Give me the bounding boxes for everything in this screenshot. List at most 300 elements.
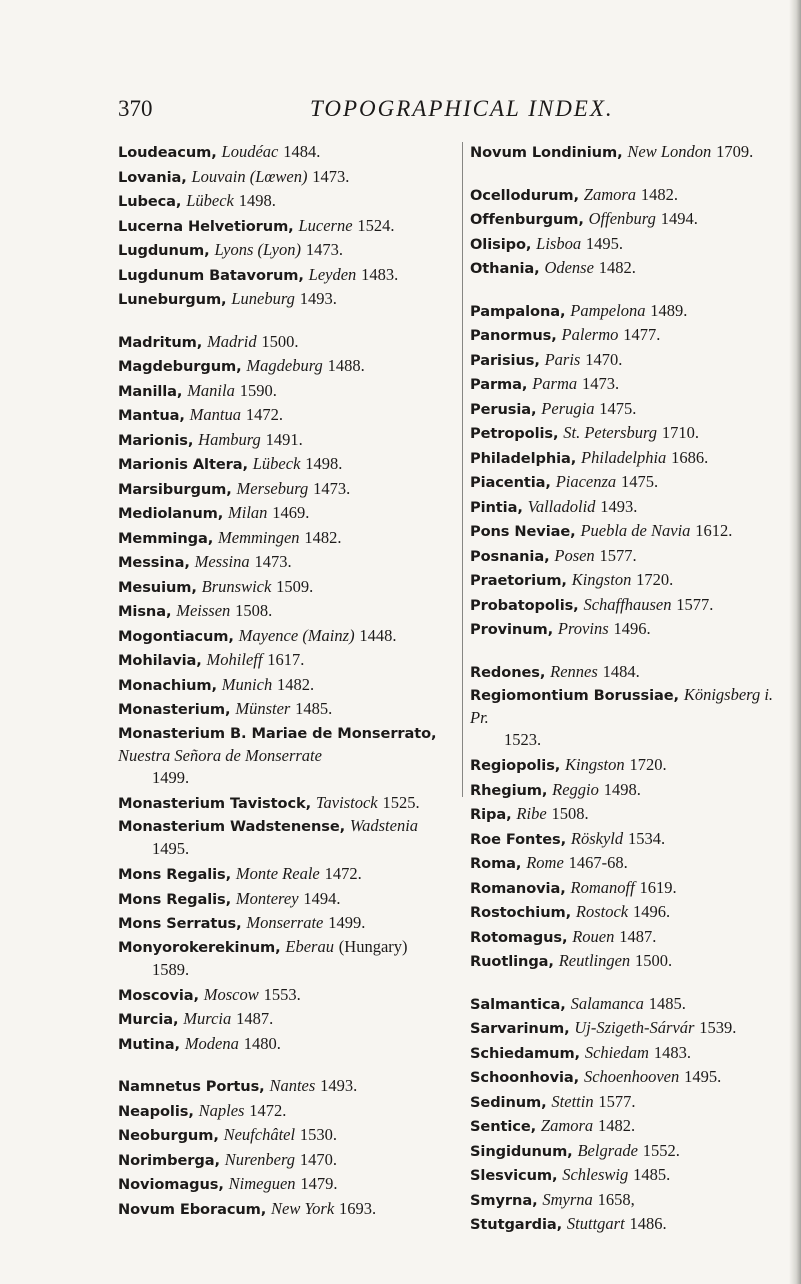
latin-name: Perusia,	[470, 400, 537, 418]
index-entry	[118, 263, 448, 288]
modern-name: Messina	[194, 552, 250, 571]
modern-name: Nuestra Señora de Monserrate	[118, 745, 322, 765]
year: 1509.	[276, 576, 314, 596]
latin-name: Offenburgum,	[470, 211, 584, 228]
latin-name: Marionis,	[118, 431, 194, 449]
page-edge-shadow	[789, 0, 801, 1284]
latin-name: Lubeca,	[118, 193, 182, 210]
modern-name: St. Petersburg	[563, 423, 658, 442]
latin-name: Romanovia,	[470, 879, 566, 897]
year: 1448.	[359, 625, 397, 645]
index-entry	[470, 348, 788, 373]
latin-name: Namnetus Portus,	[118, 1078, 265, 1095]
year: 1494.	[303, 888, 341, 908]
index-entry	[118, 330, 448, 355]
modern-name: Nurenberg	[224, 1149, 296, 1169]
modern-name: Lübeck	[186, 191, 234, 210]
modern-name: New York	[271, 1198, 335, 1218]
modern-name: Zamora	[540, 1116, 594, 1135]
modern-name: Schoenhooven	[583, 1067, 680, 1086]
modern-name: Monterey	[235, 888, 299, 908]
latin-name: Ocellodurum,	[470, 186, 579, 204]
modern-name: Schaffhausen	[583, 594, 672, 614]
latin-name: Lugdunum Batavorum,	[118, 266, 304, 284]
modern-name: Luneburg	[231, 289, 295, 308]
running-title: TOPOGRAPHICAL INDEX.	[310, 96, 614, 121]
modern-name: Mantua	[189, 405, 241, 424]
latin-name: Ruotlinga,	[470, 953, 554, 970]
modern-name: Parma	[532, 374, 578, 393]
year: 1508.	[235, 601, 273, 620]
year: 1612.	[695, 521, 733, 540]
index-entry	[118, 214, 448, 239]
modern-name: Kingston	[565, 755, 625, 774]
latin-name: Regiomontium Borussiae,	[470, 687, 679, 704]
index-entry	[470, 827, 788, 852]
year: 1473.	[312, 166, 350, 186]
index-entry	[470, 925, 788, 950]
year: 1619.	[639, 877, 677, 897]
group-spacer	[470, 642, 788, 660]
modern-name: Manila	[187, 380, 235, 400]
year: 1482.	[304, 527, 342, 547]
index-entry	[470, 568, 788, 593]
page-number: 370	[118, 96, 153, 121]
index-entry	[470, 876, 788, 901]
modern-name: Memmingen	[218, 527, 300, 547]
modern-name: Wadstenia	[349, 816, 419, 835]
year: 1491.	[265, 429, 303, 449]
index-entry	[470, 992, 788, 1017]
year: 1479.	[300, 1174, 338, 1193]
index-entry	[118, 791, 448, 816]
latin-name: Roma,	[470, 855, 522, 872]
index-entry	[470, 207, 788, 232]
modern-name: Odense	[544, 258, 594, 277]
modern-name: Eberau	[285, 936, 334, 956]
group-spacer	[470, 281, 788, 299]
index-group	[470, 183, 788, 281]
modern-name: Offenburg	[588, 209, 656, 228]
year: 1488.	[327, 356, 365, 375]
year: 1484.	[283, 142, 321, 161]
modern-name: Philadelphia	[581, 447, 667, 467]
modern-name: Merseburg	[236, 478, 309, 498]
latin-name: Sentice,	[470, 1118, 537, 1135]
latin-name: Murcia,	[118, 1011, 179, 1028]
index-entry	[470, 900, 788, 925]
year: 1539.	[699, 1018, 737, 1037]
year: 1499.	[328, 913, 366, 932]
index-entry	[470, 544, 788, 569]
year: 1590.	[239, 380, 277, 400]
year: 1480.	[243, 1033, 281, 1053]
modern-name: Königsberg i. Pr.	[470, 685, 774, 727]
modern-name: Stuttgart	[566, 1214, 625, 1233]
year: 1482.	[598, 258, 636, 277]
modern-name: Rome	[526, 853, 564, 872]
index-entry	[470, 753, 788, 778]
modern-name: Stettin	[551, 1091, 594, 1111]
region-note: (Hungary)	[338, 936, 408, 956]
year: 1530.	[299, 1125, 338, 1144]
latin-name: Piacentia,	[470, 474, 551, 491]
index-entry	[118, 1172, 448, 1197]
year: 1482.	[277, 674, 315, 694]
modern-name: Reutlingen	[558, 951, 631, 970]
latin-name: Mutina,	[118, 1035, 180, 1053]
modern-name: Röskyld	[570, 828, 624, 848]
year: 1472.	[324, 864, 362, 883]
year: 1500.	[261, 331, 299, 351]
year: 1496.	[613, 619, 651, 638]
modern-name: Zamora	[583, 184, 637, 204]
modern-name: Piacenza	[555, 472, 617, 491]
year: 1487.	[236, 1009, 274, 1028]
modern-name: Louvain (Lœwen)	[191, 166, 308, 186]
modern-name: Puebla de Navia	[580, 521, 691, 540]
year: 1553.	[263, 984, 301, 1004]
latin-name: Praetorium,	[470, 572, 567, 589]
index-entry	[470, 660, 788, 685]
latin-name: Pons Neviae,	[470, 523, 576, 540]
year: 1495.	[585, 233, 624, 253]
year: 1496.	[632, 902, 671, 921]
year: 1483.	[361, 264, 399, 284]
year: 1499.	[152, 767, 190, 787]
latin-name: Neoburgum,	[118, 1127, 219, 1144]
modern-name: Lisboa	[536, 233, 582, 253]
year: 1525.	[382, 792, 420, 812]
index-entry	[118, 599, 448, 624]
modern-name: Monte Reale	[235, 864, 320, 883]
modern-name: Hamburg	[198, 429, 261, 449]
year: 1577.	[676, 594, 714, 614]
year: 1658,	[597, 1189, 635, 1209]
year: 1500.	[635, 951, 673, 970]
index-entry	[118, 697, 448, 722]
latin-name: Rotomagus,	[470, 928, 568, 946]
index-group	[118, 330, 448, 1057]
index-entry	[470, 232, 788, 257]
index-entry	[118, 379, 448, 404]
year: 1485.	[633, 1165, 671, 1184]
index-entry	[470, 617, 788, 642]
modern-name: Murcia	[183, 1009, 232, 1028]
modern-name: Uj-Szigeth-Sárvár	[574, 1018, 695, 1037]
latin-name: Novum Eboracum,	[118, 1200, 267, 1218]
year: 1470.	[585, 349, 623, 369]
latin-name: Singidunum,	[470, 1142, 573, 1160]
latin-name: Manilla,	[118, 382, 183, 400]
modern-name: Munich	[221, 674, 273, 694]
index-entry	[118, 983, 448, 1008]
index-entry	[470, 1090, 788, 1115]
modern-name: Schleswig	[562, 1165, 629, 1184]
modern-name: New London	[627, 142, 712, 161]
year: 1493.	[600, 496, 638, 516]
modern-name: Loudéac	[221, 142, 279, 161]
index-entry	[118, 911, 448, 936]
latin-name: Memminga,	[118, 529, 214, 547]
modern-name: Brunswick	[201, 576, 272, 596]
page-header	[118, 96, 718, 126]
latin-name: Neapolis,	[118, 1102, 194, 1120]
latin-name: Pampalona,	[470, 302, 566, 320]
year: 1534.	[627, 828, 666, 848]
latin-name: Marsiburgum,	[118, 480, 232, 498]
index-entry	[470, 778, 788, 803]
latin-name: Mantua,	[118, 407, 185, 424]
year: 1482.	[640, 184, 679, 204]
modern-name: Palermo	[561, 325, 619, 344]
modern-name: Nantes	[269, 1076, 316, 1095]
modern-name: Tavistock	[315, 792, 378, 812]
latin-name: Norimberga,	[118, 1151, 220, 1169]
latin-name: Lovania,	[118, 168, 187, 186]
year: 1523.	[504, 730, 542, 749]
modern-name: Schiedam	[584, 1042, 649, 1062]
latin-name: Parma,	[470, 376, 528, 393]
year: 1709.	[716, 142, 754, 161]
latin-name: Mons Regalis,	[118, 890, 232, 908]
modern-name: Valladolid	[527, 496, 596, 516]
latin-name: Panormus,	[470, 327, 557, 344]
latin-name: Provinum,	[470, 621, 554, 638]
index-group	[470, 992, 788, 1237]
latin-name: Novum Londinium,	[470, 144, 623, 161]
latin-name: Monachium,	[118, 676, 217, 694]
modern-name: Moscow	[203, 984, 259, 1004]
index-entry	[118, 624, 448, 649]
index-entry	[470, 1065, 788, 1090]
modern-name: Kingston	[571, 570, 632, 589]
modern-name: Smyrna	[542, 1189, 593, 1209]
latin-name: Rhegium,	[470, 781, 548, 799]
index-entry	[470, 183, 788, 208]
modern-name: Salamanca	[570, 993, 644, 1013]
index-entry	[470, 397, 788, 422]
modern-name: Rennes	[550, 661, 598, 681]
modern-name: Leyden	[308, 264, 357, 284]
index-entry	[118, 673, 448, 698]
index-entry	[118, 501, 448, 526]
latin-name: Mesuium,	[118, 578, 197, 596]
latin-name: Luneburgum,	[118, 291, 227, 308]
index-group	[470, 140, 788, 165]
index-entry	[470, 495, 788, 520]
year: 1693.	[339, 1198, 377, 1218]
index-entry	[470, 256, 788, 281]
year: 1589.	[152, 959, 190, 979]
latin-name: Philadelphia,	[470, 449, 577, 467]
index-entry	[470, 1212, 788, 1237]
year: 1485.	[648, 993, 686, 1013]
latin-name: Magdeburgum,	[118, 358, 242, 375]
latin-name: Salmantica,	[470, 995, 566, 1013]
index-entry	[470, 1114, 788, 1139]
index-entry	[470, 140, 788, 165]
latin-name: Lugdunum,	[118, 242, 210, 259]
index-entry	[118, 1074, 448, 1099]
modern-name: Milan	[228, 503, 268, 522]
modern-name: Mayence (Mainz)	[238, 625, 355, 645]
modern-name: Posen	[554, 545, 595, 565]
latin-name: Mediolanum,	[118, 505, 224, 522]
modern-name: Perugia	[541, 398, 595, 418]
index-group	[118, 1074, 448, 1221]
index-entry	[118, 354, 448, 379]
index-entry	[470, 1163, 788, 1188]
latin-name: Noviomagus,	[118, 1176, 224, 1193]
year: 1495.	[684, 1067, 722, 1086]
index-entry	[118, 1148, 448, 1173]
modern-name: Modena	[184, 1033, 239, 1053]
modern-name: Madrid	[207, 331, 257, 351]
index-entry	[118, 477, 448, 502]
latin-name: Rostochium,	[470, 904, 572, 921]
year: 1470.	[299, 1149, 337, 1169]
year: 1486.	[629, 1214, 667, 1233]
year: 1483.	[653, 1042, 691, 1062]
year: 1577.	[598, 1091, 636, 1111]
column-divider	[462, 142, 463, 797]
left-column	[118, 140, 448, 1221]
index-entry	[470, 323, 788, 348]
modern-name: Magdeburg	[246, 356, 323, 375]
year: 1482.	[598, 1116, 636, 1135]
year: 1477.	[623, 325, 661, 344]
modern-name: Mohileff	[206, 650, 263, 669]
index-entry	[470, 802, 788, 827]
index-entry	[118, 1032, 448, 1057]
year: 1475.	[621, 472, 659, 491]
modern-name: Lübeck	[252, 454, 301, 473]
index-entry	[118, 936, 448, 983]
index-entry	[118, 287, 448, 312]
year: 1473.	[313, 478, 351, 498]
modern-name: Lyons (Lyon)	[214, 240, 301, 259]
index-entry	[118, 1197, 448, 1222]
modern-name: Münster	[235, 699, 291, 718]
index-entry	[118, 722, 448, 791]
latin-name: Redones,	[470, 663, 546, 681]
modern-name: Reggio	[552, 779, 599, 799]
group-spacer	[118, 312, 448, 330]
modern-name: Rostock	[575, 902, 629, 921]
latin-name: Monasterium Tavistock,	[118, 794, 312, 812]
latin-name: Monasterium Wadstenense,	[118, 818, 346, 835]
index-entry	[118, 1099, 448, 1124]
year: 1489.	[650, 300, 688, 320]
year: 1473.	[254, 552, 292, 571]
index-entry	[118, 140, 448, 165]
index-entry	[118, 1007, 448, 1032]
index-entry	[118, 815, 448, 862]
year: 1710.	[661, 423, 699, 442]
index-entry	[118, 550, 448, 575]
index-entry	[470, 372, 788, 397]
index-entry	[118, 648, 448, 673]
latin-name: Roe Fontes,	[470, 830, 567, 848]
modern-name: Rouen	[572, 926, 615, 946]
latin-name: Lucerna Helvetiorum,	[118, 217, 294, 235]
latin-name: Petropolis,	[470, 425, 559, 442]
latin-name: Marionis Altera,	[118, 456, 248, 473]
latin-name: Probatopolis,	[470, 596, 579, 614]
modern-name: Neufchâtel	[223, 1125, 296, 1144]
year: 1508.	[551, 804, 589, 823]
year: 1472.	[245, 405, 283, 424]
index-entry	[470, 1041, 788, 1066]
year: 1485.	[295, 699, 333, 718]
index-entry	[118, 862, 448, 887]
year: 1498.	[603, 779, 641, 799]
index-entry	[470, 1188, 788, 1213]
year: 1484.	[602, 661, 640, 681]
year: 1473.	[581, 374, 620, 393]
modern-name: Pampelona	[570, 300, 646, 320]
modern-name: Lucerne	[298, 215, 353, 235]
year: 1720.	[629, 755, 667, 774]
latin-name: Parisius,	[470, 351, 540, 369]
index-group	[118, 140, 448, 312]
index-entry	[470, 299, 788, 324]
index-group	[470, 299, 788, 642]
index-entry	[118, 887, 448, 912]
year: 1487.	[619, 926, 657, 946]
modern-name: Paris	[544, 349, 581, 369]
year: 1498.	[238, 191, 276, 210]
latin-name: Mons Regalis,	[118, 866, 232, 883]
year: 1472.	[249, 1100, 287, 1120]
index-entry	[470, 446, 788, 471]
right-column	[470, 140, 788, 1237]
latin-name: Schoonhovia,	[470, 1069, 580, 1086]
modern-name: Romanoff	[570, 877, 635, 897]
year: 1475.	[599, 398, 637, 418]
index-entry	[470, 421, 788, 446]
group-spacer	[470, 974, 788, 992]
latin-name: Slesvicum,	[470, 1167, 558, 1184]
year: 1524.	[357, 215, 395, 235]
index-entry	[470, 949, 788, 974]
year: 1467-68.	[568, 853, 628, 872]
index-entry	[118, 165, 448, 190]
latin-name: Misna,	[118, 603, 172, 620]
latin-name: Madritum,	[118, 333, 203, 351]
latin-name: Loudeacum,	[118, 144, 217, 161]
index-entry	[118, 428, 448, 453]
latin-name: Schiedamum,	[470, 1044, 580, 1062]
modern-name: Belgrade	[577, 1140, 638, 1160]
modern-name: Naples	[198, 1100, 245, 1120]
modern-name: Nimeguen	[228, 1174, 296, 1193]
index-entry	[470, 851, 788, 876]
latin-name: Regiopolis,	[470, 757, 561, 774]
index-entry	[470, 1139, 788, 1164]
year: 1577.	[599, 545, 637, 565]
latin-name: Ripa,	[470, 806, 512, 823]
index-entry	[118, 526, 448, 551]
modern-name: Meissen	[176, 601, 231, 620]
group-spacer	[470, 165, 788, 183]
year: 1552.	[642, 1140, 680, 1160]
latin-name: Smyrna,	[470, 1191, 538, 1209]
latin-name: Sarvarinum,	[470, 1020, 570, 1037]
index-entry	[470, 1016, 788, 1041]
index-entry	[470, 470, 788, 495]
